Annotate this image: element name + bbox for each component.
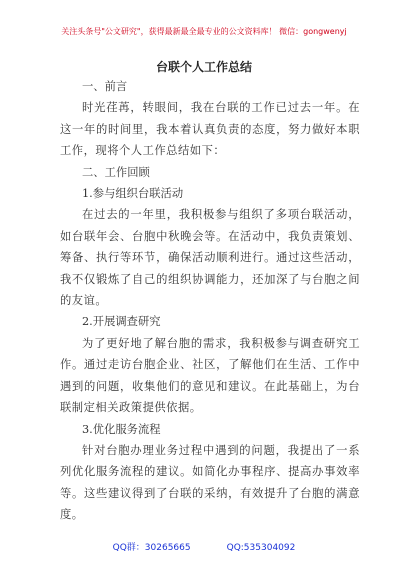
paragraph: 为了更好地了解台胞的需求，我积极参与调查研究工作。通过走访台胞企业、社区，了解他们在生活、工作中遇到的问题，收集他们的意见和建议。在此基础上，为台联制定相关政策提供依据。 [60, 336, 360, 415]
section-heading: 一、前言 [82, 80, 128, 93]
paragraph: 在过去的一年里，我积极参与组织了多项台联活动，如台联年会、台胞中秋晚会等。在活动中，我负责策划、筹备、执行等环节，确保活动顺利进行。通过这些活动，我不仅锻炼了自己的组织协调能力，还加深了与台胞之间的友谊。 [60, 208, 360, 308]
section-heading: 3.优化服务流程 [82, 422, 161, 436]
document-body [60, 76, 360, 526]
document-title: 台联个人工作总结 [155, 60, 252, 74]
section-heading: 二、工作回顾 [82, 165, 150, 179]
qq-group-number: QQ群：30265665 [112, 543, 191, 553]
qq-number: QQ:535304092 [226, 543, 296, 553]
section-heading: 2.开展调查研究 [82, 315, 161, 329]
footer-contact [0, 540, 408, 553]
top-banner: 关注头条号"公文研究"，获得最新最全最专业的公文资料库！ 微信：gongwenyj [61, 27, 347, 36]
paragraph: 针对台胞办理业务过程中遇到的问题，我提出了一系列优化服务流程的建议。如简化办事程序、提高办事效率等。这些建议得到了台联的采纳，有效提升了台胞的满意度。 [60, 443, 360, 522]
paragraph: 时光荏苒，转眼间，我在台联的工作已过去一年。在这一年的时间里，我本着认真负责的态度，努力做好本职工作，现将个人工作总结如下： [60, 101, 360, 158]
section-heading: 1.参与组织台联活动 [82, 187, 184, 201]
